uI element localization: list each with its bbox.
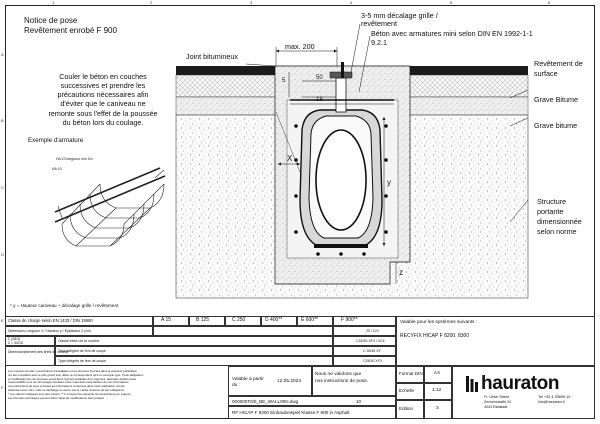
class-f900: F 900** xyxy=(341,317,358,323)
dim-50: 50 xyxy=(316,75,323,81)
grate-slot xyxy=(336,78,346,112)
valid-systems-label: Valable pour les systèmes suivants : xyxy=(400,320,478,325)
grid-side-d: D xyxy=(1,252,4,257)
contact-tel: Tel +32 4 25695 10 xyxy=(538,395,571,399)
dim-y: y xyxy=(387,178,391,187)
valid-systems-value: RECYFIX HICAP F 8200, 8300 xyxy=(400,333,470,339)
table-row2-f900: 20 / 120 xyxy=(366,329,379,333)
note-line-3: précautions nécessaires afin xyxy=(57,90,149,100)
page-title-line1: Notice de pose xyxy=(24,16,78,25)
footnote: * y = Hauteur caniveau + décalage grille / revêtement xyxy=(10,303,119,308)
armatures-label: Béton avec armatures mini selon DIN EN 1992-1-1 xyxy=(371,29,533,38)
armatures-label2: 9.2.1 xyxy=(371,38,387,47)
brand-logo-text: hauraton xyxy=(481,373,560,394)
grid-top-6: 6 xyxy=(548,0,551,5)
offset-grille-label: 3-5 mm décalage grille / xyxy=(361,11,438,20)
grave-bitume-label-1: Grave Bitume xyxy=(534,95,578,104)
format-label: Format DIN xyxy=(399,371,423,376)
structure-label-1: Structure xyxy=(537,197,567,206)
grid-top-2: 2 xyxy=(150,0,153,5)
valid-from-label: Valable à partir xyxy=(232,377,264,382)
table-row4-code: C 35/45 XF xyxy=(363,349,381,353)
offset-grille-label2: revêtement xyxy=(361,19,397,28)
valid-from-date: 12.05.2024 xyxy=(277,379,302,384)
legal-line-3: et modification de ces données nécessitent l'accord préalable d'un ingénieur. Hauraton décline toute xyxy=(8,376,137,381)
table-row5-mid: Type intégrés de fers de coupe xyxy=(58,359,107,363)
grid-top-3: 3 xyxy=(250,0,253,5)
legal-line-2: ont été compilées avec le plus grand soin. Elles ne correspondent qu'à un exemple type. Toute adaptation xyxy=(8,372,144,377)
scale-label: Echelle xyxy=(399,388,415,393)
page-title-line2: Revêtement enrobé F 900 xyxy=(24,26,117,35)
responsibility-note2: nos instructions de pose. xyxy=(315,379,369,384)
class-d400: D 400** xyxy=(265,317,283,323)
table-row2-label: Dimension Longueur X / Hauteur y / Épaisseur Z (cm) xyxy=(8,329,92,333)
joint-label: Joint bitumineux xyxy=(186,52,238,61)
rebar-example-title: Exemple d'armature xyxy=(28,137,84,144)
table-row3-code: C25/30-XF4 / XC4 xyxy=(356,339,385,343)
grid-side-c: C xyxy=(1,185,4,190)
legal-line-6: élaborées avec soin, mais ne décharge en aucun cas le maître d'oeuvre de ses obligations. xyxy=(8,388,125,393)
grid-side-f: F xyxy=(1,385,4,390)
table-row3-mid: Classe béton de la couche xyxy=(58,339,100,343)
rebar-label-a: HA 10 longueur min 2m xyxy=(56,157,93,161)
legal-line-5: Les instructions de pose et toutes les informations contenues dans cette publication ont été xyxy=(8,384,125,389)
note-line-6: du béton lors du coulage. xyxy=(62,117,144,127)
grid-top-4: 4 xyxy=(350,0,353,5)
structure-label-3: dimensionnée xyxy=(537,217,582,226)
system-description: RF HICAP F 8300 Einbaubeispiel Klasse F 900 in Asphalt xyxy=(232,410,350,415)
valid-from-label2: du : xyxy=(232,383,241,388)
revetement-label2: surface xyxy=(534,69,558,78)
sheet-number: 10 xyxy=(356,399,362,404)
class-b125: B 125 xyxy=(196,317,210,323)
legal-line-7: * Les valeurs indiquées sont des minima. ** Il convient de respecter les prescriptions en vigueur. xyxy=(8,391,131,396)
table-row5-code: C25/30 XF3 xyxy=(363,359,382,363)
dim-5: 5 xyxy=(282,78,286,84)
address-line-2: Zechenstraße 24 xyxy=(484,400,512,404)
max-200-label: max. 200 xyxy=(285,42,315,51)
class-c250: C 250 xyxy=(232,317,246,323)
dim-z: z xyxy=(399,268,403,277)
note-line-5: remonte sous l'effet de la poussée xyxy=(48,108,158,118)
grid-side-a: A xyxy=(1,52,4,57)
grid-top-5: 5 xyxy=(450,0,453,5)
class-e600: E 600** xyxy=(301,317,318,323)
revetement-label: Revêtement de xyxy=(534,59,583,68)
drawing-number: 000000T0/5_BE_WALL00N.dwg xyxy=(232,399,299,404)
format-value: A4 xyxy=(434,371,440,376)
scale-value: 1:12 xyxy=(432,388,442,393)
dim-18: 18 xyxy=(316,97,323,103)
note-line-2: successives et prendre les xyxy=(60,81,146,91)
note-line-1: Couler le béton en couches xyxy=(59,72,147,81)
address-line-3: 4043 Raustadt xyxy=(484,405,508,409)
contact-mail: info@hauraton.fr xyxy=(538,400,565,404)
legal-text xyxy=(8,370,226,401)
edition-label: Edition xyxy=(399,406,414,411)
rebar-label-b: HA 10 xyxy=(52,167,62,171)
table-row1-label: Classe de charge selon EN 1433 / DIN 19580 xyxy=(8,318,93,323)
grid-top-1: 1 xyxy=(52,0,55,5)
structure-label-4: selon norme xyxy=(537,227,577,236)
legal-line-1: Les mesures du plan, prescriptions d'installation et les données fournies dans la présente publication xyxy=(8,369,137,373)
legal-line-8: Les données techniques peuvent faire l'objet de modifications sans préavis. xyxy=(8,395,105,400)
class-a15: A 15 xyxy=(161,317,172,323)
table-row3b: Z = 30/15 xyxy=(8,341,23,345)
hauraton-logo-icon xyxy=(466,376,478,392)
table-row3a: Σ (28/1) xyxy=(8,337,21,341)
responsibility-note: Nous ne validons que xyxy=(315,372,362,377)
dim-x: X xyxy=(287,154,293,163)
legal-line-4: responsabilité pour les dommages résultant d'une mauvaise interprétation de ces informations. xyxy=(8,380,130,385)
edition-value: 3 xyxy=(436,406,439,411)
rebar-example-sketch xyxy=(55,168,165,246)
grid-side-e: E xyxy=(1,318,4,323)
grid-side-b: B xyxy=(1,118,4,123)
installation-note xyxy=(28,72,178,127)
grave-bitume-label-2: Grave bitume xyxy=(534,121,578,130)
table-row4a: Dimensionnement des tirets de couche xyxy=(8,350,69,354)
note-line-4: d'éviter que le caniveau ne xyxy=(60,99,146,109)
structure-label-2: portante xyxy=(537,207,564,216)
address-line-1: Fr. Ulrich Street xyxy=(484,395,509,399)
table-row4-mid: Taux intégrés de fers de coupe xyxy=(58,349,106,353)
